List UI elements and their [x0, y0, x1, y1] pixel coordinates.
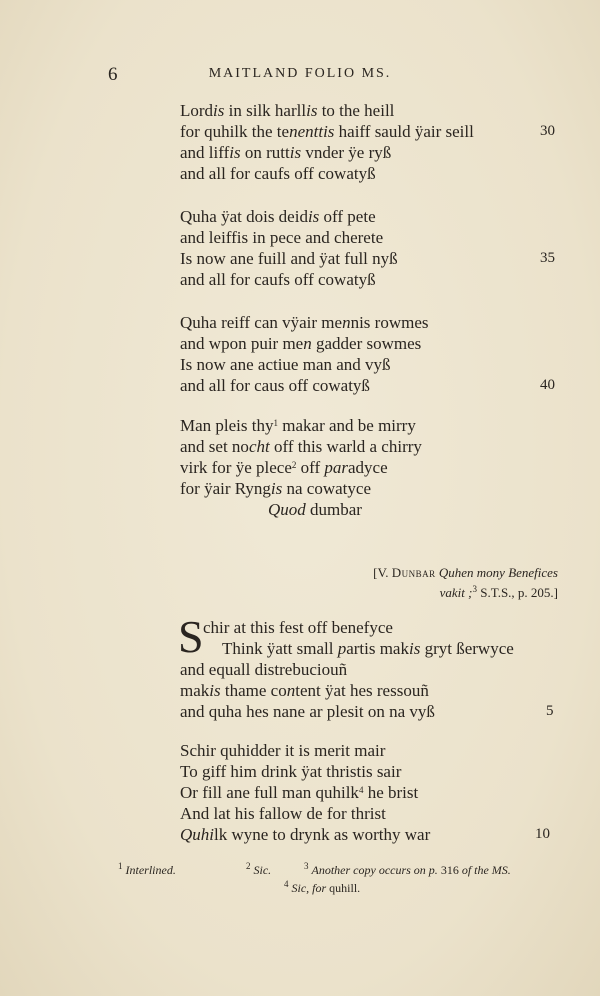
- reference-line: [V. Dunbar Quhen mony Benefices: [373, 565, 558, 580]
- verse-line: and all for caufs off cowatyß: [180, 164, 376, 183]
- verse-line: for quhilk the tenenttis haiff sauld ÿair seill 30: [180, 122, 555, 141]
- verse-line: Man pleis thy$^1$ makar and be mirry: [180, 416, 416, 435]
- line-number: 5: [546, 703, 554, 719]
- footnote: $^1$ Interlined.: [118, 861, 176, 877]
- verse-line: Quha reiff can vÿair mennis rowmes: [180, 313, 429, 332]
- verse-line: and equall distrebuciouñ: [180, 660, 348, 679]
- verse-line: Quhilk wyne to drynk as worthy war 10: [180, 825, 550, 844]
- verse-line: And lat his fallow de for thrist: [180, 804, 386, 823]
- stanza: [180, 206, 580, 290]
- footnote: $^4$ Sic, for quhill.: [284, 879, 361, 895]
- stanza: [180, 312, 580, 396]
- stanza: [180, 740, 580, 845]
- footnote-marker: 2: [291, 460, 297, 470]
- reference-line: vakit ;$^3$ S.T.S., p. 205.]: [439, 584, 558, 600]
- footnote-marker: 3: [472, 584, 477, 594]
- drop-cap: S: [178, 611, 204, 662]
- verse-line: Think ÿatt small partis makis gryt ßerwyce: [222, 639, 514, 658]
- verse-line: makis thame content ÿat hes ressouñ: [180, 681, 429, 700]
- line-number: 30: [540, 123, 555, 139]
- verse-line: Or fill ane full man quhilk$^4$ he brist: [180, 783, 419, 802]
- page-number: 6: [108, 64, 118, 85]
- footnote: $^3$ Another copy occurs on p. 316 of the MS.: [304, 861, 511, 877]
- verse-line: for ÿair Ryngis na cowatyce: [180, 479, 371, 498]
- running-title: MAITLAND FOLIO MS.: [208, 66, 392, 81]
- verse-line: Is now ane fuill and ÿat full nyß 35: [180, 249, 555, 268]
- line-number: 10: [535, 826, 550, 842]
- stanza: [180, 415, 580, 520]
- verse-line: and all for caufs off cowatyß: [180, 270, 376, 289]
- footnote-marker: 1: [273, 418, 278, 428]
- line-number: 35: [540, 250, 555, 266]
- footnote: $^2$ Sic.: [246, 861, 272, 877]
- footnote-marker: 4: [358, 785, 364, 795]
- verse-line: Lordis in silk harllis to the heill: [180, 101, 395, 120]
- verse-line: and all for caus off cowatyß 40: [180, 376, 555, 395]
- line-number: 40: [540, 377, 555, 393]
- verse-line: and leiffis in pece and cherete: [180, 228, 384, 247]
- verse-line: Quha ÿat dois deidis off pete: [180, 207, 376, 226]
- verse-line: and liffis on ruttis vnder ÿe ryß: [180, 143, 392, 162]
- verse-line: Schir quhidder it is merit mair: [180, 741, 386, 760]
- source-reference: [340, 563, 558, 603]
- verse-line: To giff him drink ÿat thristis sair: [180, 762, 402, 781]
- verse-line: virk for ÿe plece$^2$ off paradyce: [180, 458, 388, 477]
- verse-line: and wpon puir men gadder sowmes: [180, 334, 422, 353]
- verse-line: chir at this fest off benefyce: [203, 618, 393, 637]
- verse-line: and quha hes nane ar plesit on na vyß 5: [180, 702, 554, 721]
- stanza: [180, 617, 580, 722]
- stanza: [180, 100, 580, 184]
- verse-line: Is now ane actiue man and vyß: [180, 355, 391, 374]
- verse-line: and set nocht off this warld a chirry: [180, 437, 422, 456]
- signature-line: Quod dumbar: [268, 500, 362, 519]
